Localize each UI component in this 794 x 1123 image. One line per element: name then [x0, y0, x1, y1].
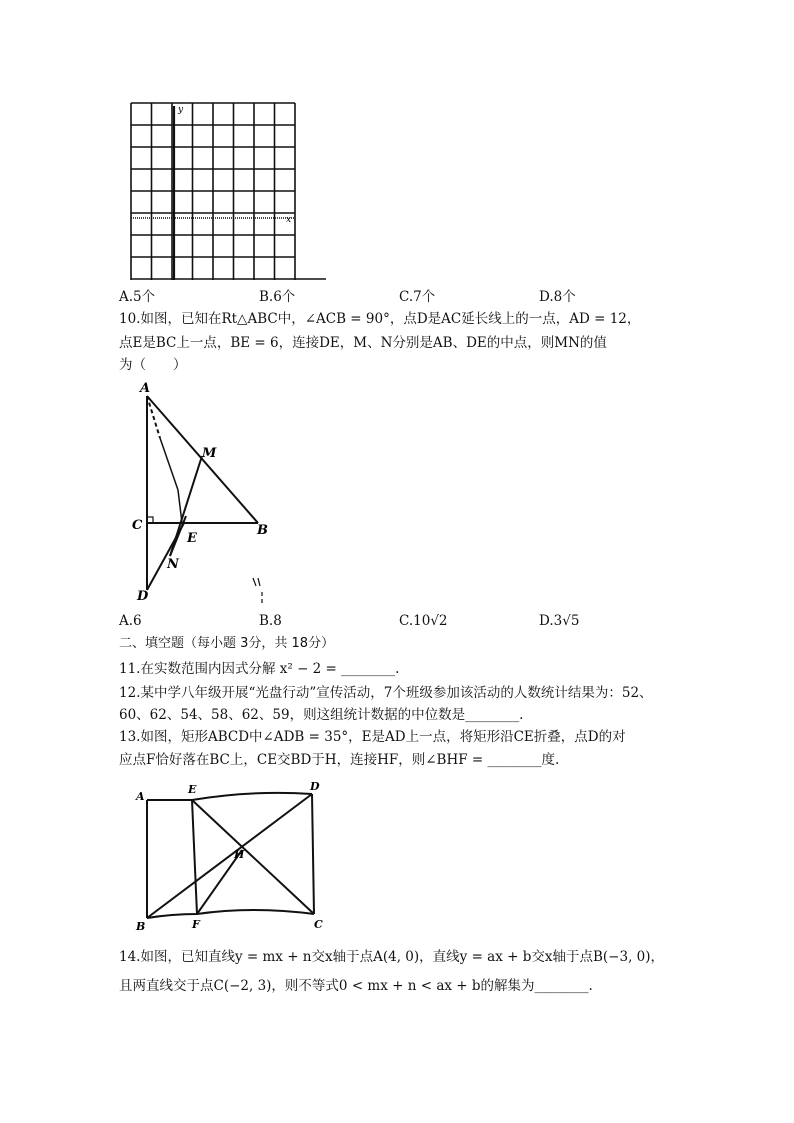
q10-text-line-2: 点E是BC上一点，BE = 6，连接DE，M、N分别是AB、DE的中点，则MN的值 — [119, 335, 607, 351]
q12-text-line-1: 12.某中学八年级开展“光盘行动”宣传活动，7个班级参加该活动的人数统计结果为：52、 — [119, 685, 653, 701]
q13-label-c: C — [314, 918, 323, 931]
q13-label-h: H — [234, 848, 245, 861]
q13-label-d: D — [310, 780, 320, 793]
q13-text-line-2: 应点F恰好落在BC上，CE交BD于H，连接HF，则∠BHF = ________度. — [119, 752, 560, 768]
q10-label-c: C — [132, 518, 143, 533]
q14-text-line-1: 14.如图，已知直线y = mx + n交x轴于点A(4, 0)，直线y = ax + b交x轴于点B(−3, 0)， — [119, 949, 665, 965]
q12-text-line-2: 60、62、54、58、62、59，则这组统计数据的中位数是________. — [119, 707, 524, 723]
q10-text-line-3: 为（ ） — [119, 357, 187, 373]
q10-label-d: D — [137, 589, 149, 604]
section-2-heading: 二、填空题（每小题 3分，共 18分） — [119, 636, 335, 651]
q13-text-line-1: 13.如图，矩形ABCD中∠ADB = 35°，E是AD上一点，将矩形沿CE折叠，点D的对 — [119, 729, 626, 745]
q13-label-e: E — [188, 783, 197, 796]
q14-text-line-2: 且两直线交于点C(−2, 3)，则不等式0 < mx + n < ax + b的解集为________. — [119, 978, 593, 994]
q9-option-c: C.7个 — [399, 289, 436, 305]
q10-label-n: N — [167, 557, 179, 572]
q10-option-d: D.3√5 — [539, 613, 580, 629]
q10-label-m: M — [202, 446, 217, 461]
q10-triangle-figure — [130, 378, 290, 608]
q10-label-a: A — [140, 381, 151, 396]
scan-artifact-mark — [253, 578, 262, 603]
grid-y-axis-label: y — [178, 105, 184, 115]
q9-option-a: A.5个 — [119, 289, 156, 305]
q10-label-b: B — [257, 523, 268, 538]
q13-label-f: F — [192, 918, 200, 931]
grid-x-axis-label: x — [286, 215, 292, 225]
q10-label-e: E — [187, 531, 197, 546]
q9-option-d: D.8个 — [539, 289, 576, 305]
q13-label-b: B — [136, 920, 146, 933]
q9-grid-figure — [126, 98, 331, 283]
q9-option-b: B.6个 — [259, 289, 296, 305]
q13-label-a: A — [136, 790, 145, 803]
q10-text-line-1: 10.如图，已知在Rt△ABC中，∠ACB = 90°，点D是AC延长线上的一点，AD = 12， — [119, 311, 641, 327]
q10-option-c: C.10√2 — [399, 613, 448, 629]
q10-option-b: B.8 — [259, 613, 282, 629]
q13-rectangle-figure — [132, 778, 332, 938]
q11-text: 11.在实数范围内因式分解 x² − 2 = ________. — [119, 661, 400, 677]
q10-option-a: A.6 — [119, 613, 142, 629]
